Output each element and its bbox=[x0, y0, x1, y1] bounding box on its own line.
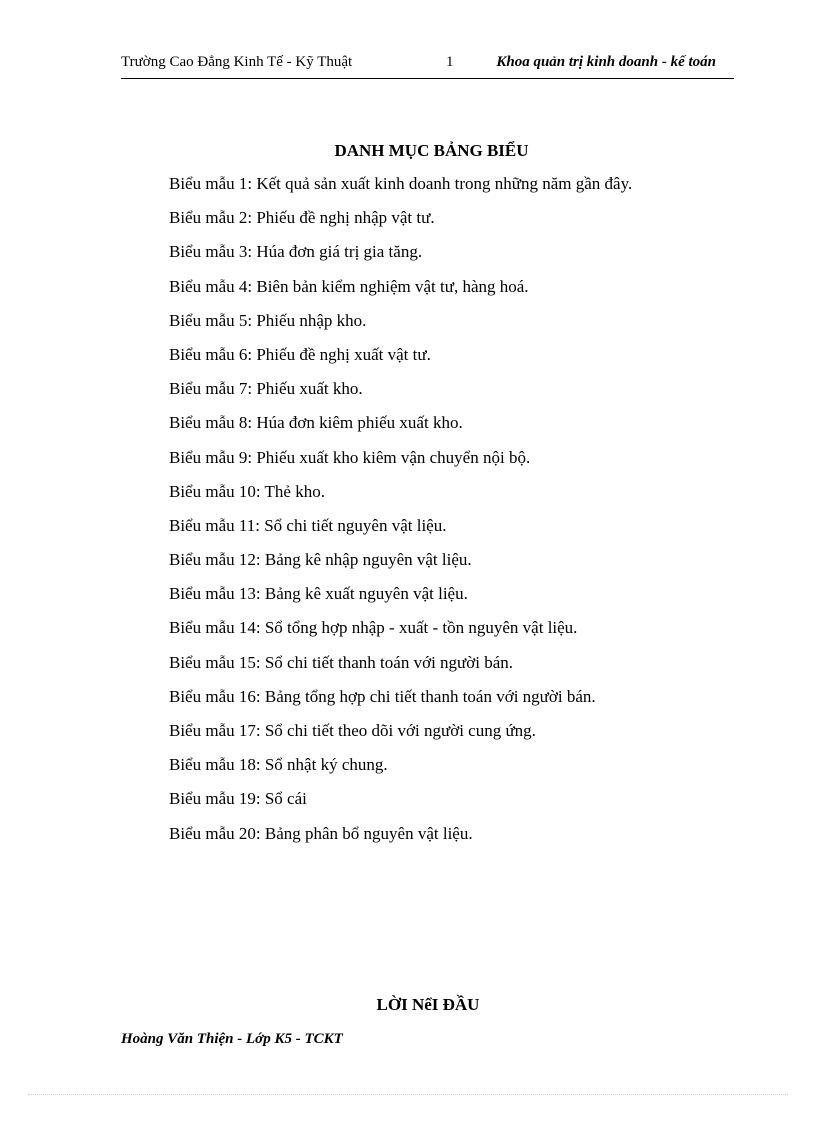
toc-item: Biểu mẫu 17: Sổ chi tiết theo dõi với người cung ứng. bbox=[169, 721, 536, 740]
faculty-name: Khoa quản trị kinh doanh - kế toán bbox=[496, 54, 716, 70]
toc-title: DANH MỤC BẢNG BIỂU bbox=[334, 141, 529, 160]
toc-item: Biểu mẫu 19: Sổ cái bbox=[169, 789, 307, 809]
toc-item: Biểu mẫu 4: Biên bản kiểm nghiệm vật tư, hàng hoá. bbox=[169, 276, 529, 296]
toc-item: Biểu mẫu 8: Húa đơn kiêm phiếu xuất kho. bbox=[169, 413, 463, 433]
page-bottom-divider bbox=[28, 1094, 788, 1095]
toc-item: Biểu mẫu 11: Sổ chi tiết nguyên vật liệu. bbox=[169, 515, 447, 535]
footer-author: Hoàng Văn Thiện - Lớp K5 - TCKT bbox=[121, 1031, 343, 1047]
toc-item: Biểu mẫu 3: Húa đơn giá trị gia tăng. bbox=[169, 242, 423, 262]
toc-item: Biểu mẫu 16: Bảng tổng hợp chi tiết thanh toán với người bán. bbox=[169, 686, 596, 706]
toc-item: Biểu mẫu 15: Sổ chi tiết thanh toán với người bán. bbox=[169, 652, 514, 672]
toc-item: Biểu mẫu 10: Thẻ kho. bbox=[169, 481, 325, 501]
toc-item: Biểu mẫu 9: Phiếu xuất kho kiêm vận chuyển nội bộ. bbox=[169, 447, 531, 467]
toc-item: Biểu mẫu 20: Bảng phân bổ nguyên vật liệu. bbox=[169, 823, 473, 843]
preface-title: LỜI NểI ĐẦU bbox=[376, 995, 480, 1014]
toc-list bbox=[169, 172, 632, 856]
toc-item: Biểu mẫu 5: Phiếu nhập kho. bbox=[169, 310, 367, 330]
toc-item: Biểu mẫu 1: Kết quả sản xuất kinh doanh trong những năm gần đây. bbox=[169, 174, 633, 193]
toc-item: Biểu mẫu 2: Phiếu đề nghị nhập vật tư. bbox=[169, 208, 435, 228]
toc-item: Biểu mẫu 7: Phiếu xuất kho. bbox=[169, 379, 363, 399]
school-name: Trường Cao Đẳng Kinh Tế - Kỹ Thuật bbox=[121, 54, 353, 70]
toc-item: Biểu mẫu 14: Sổ tổng hợp nhập - xuất - tồn nguyên vật liệu. bbox=[169, 618, 578, 638]
toc-item: Biểu mẫu 18: Sổ nhật ký chung. bbox=[169, 755, 388, 775]
toc-item: Biểu mẫu 6: Phiếu đề nghị xuất vật tư. bbox=[169, 344, 431, 364]
page-header bbox=[121, 52, 734, 79]
toc-item: Biểu mẫu 13: Bảng kê xuất nguyên vật liệu. bbox=[169, 584, 468, 604]
page-number: 1 bbox=[446, 54, 454, 70]
toc-item: Biểu mẫu 12: Bảng kê nhập nguyên vật liệu. bbox=[169, 550, 472, 570]
